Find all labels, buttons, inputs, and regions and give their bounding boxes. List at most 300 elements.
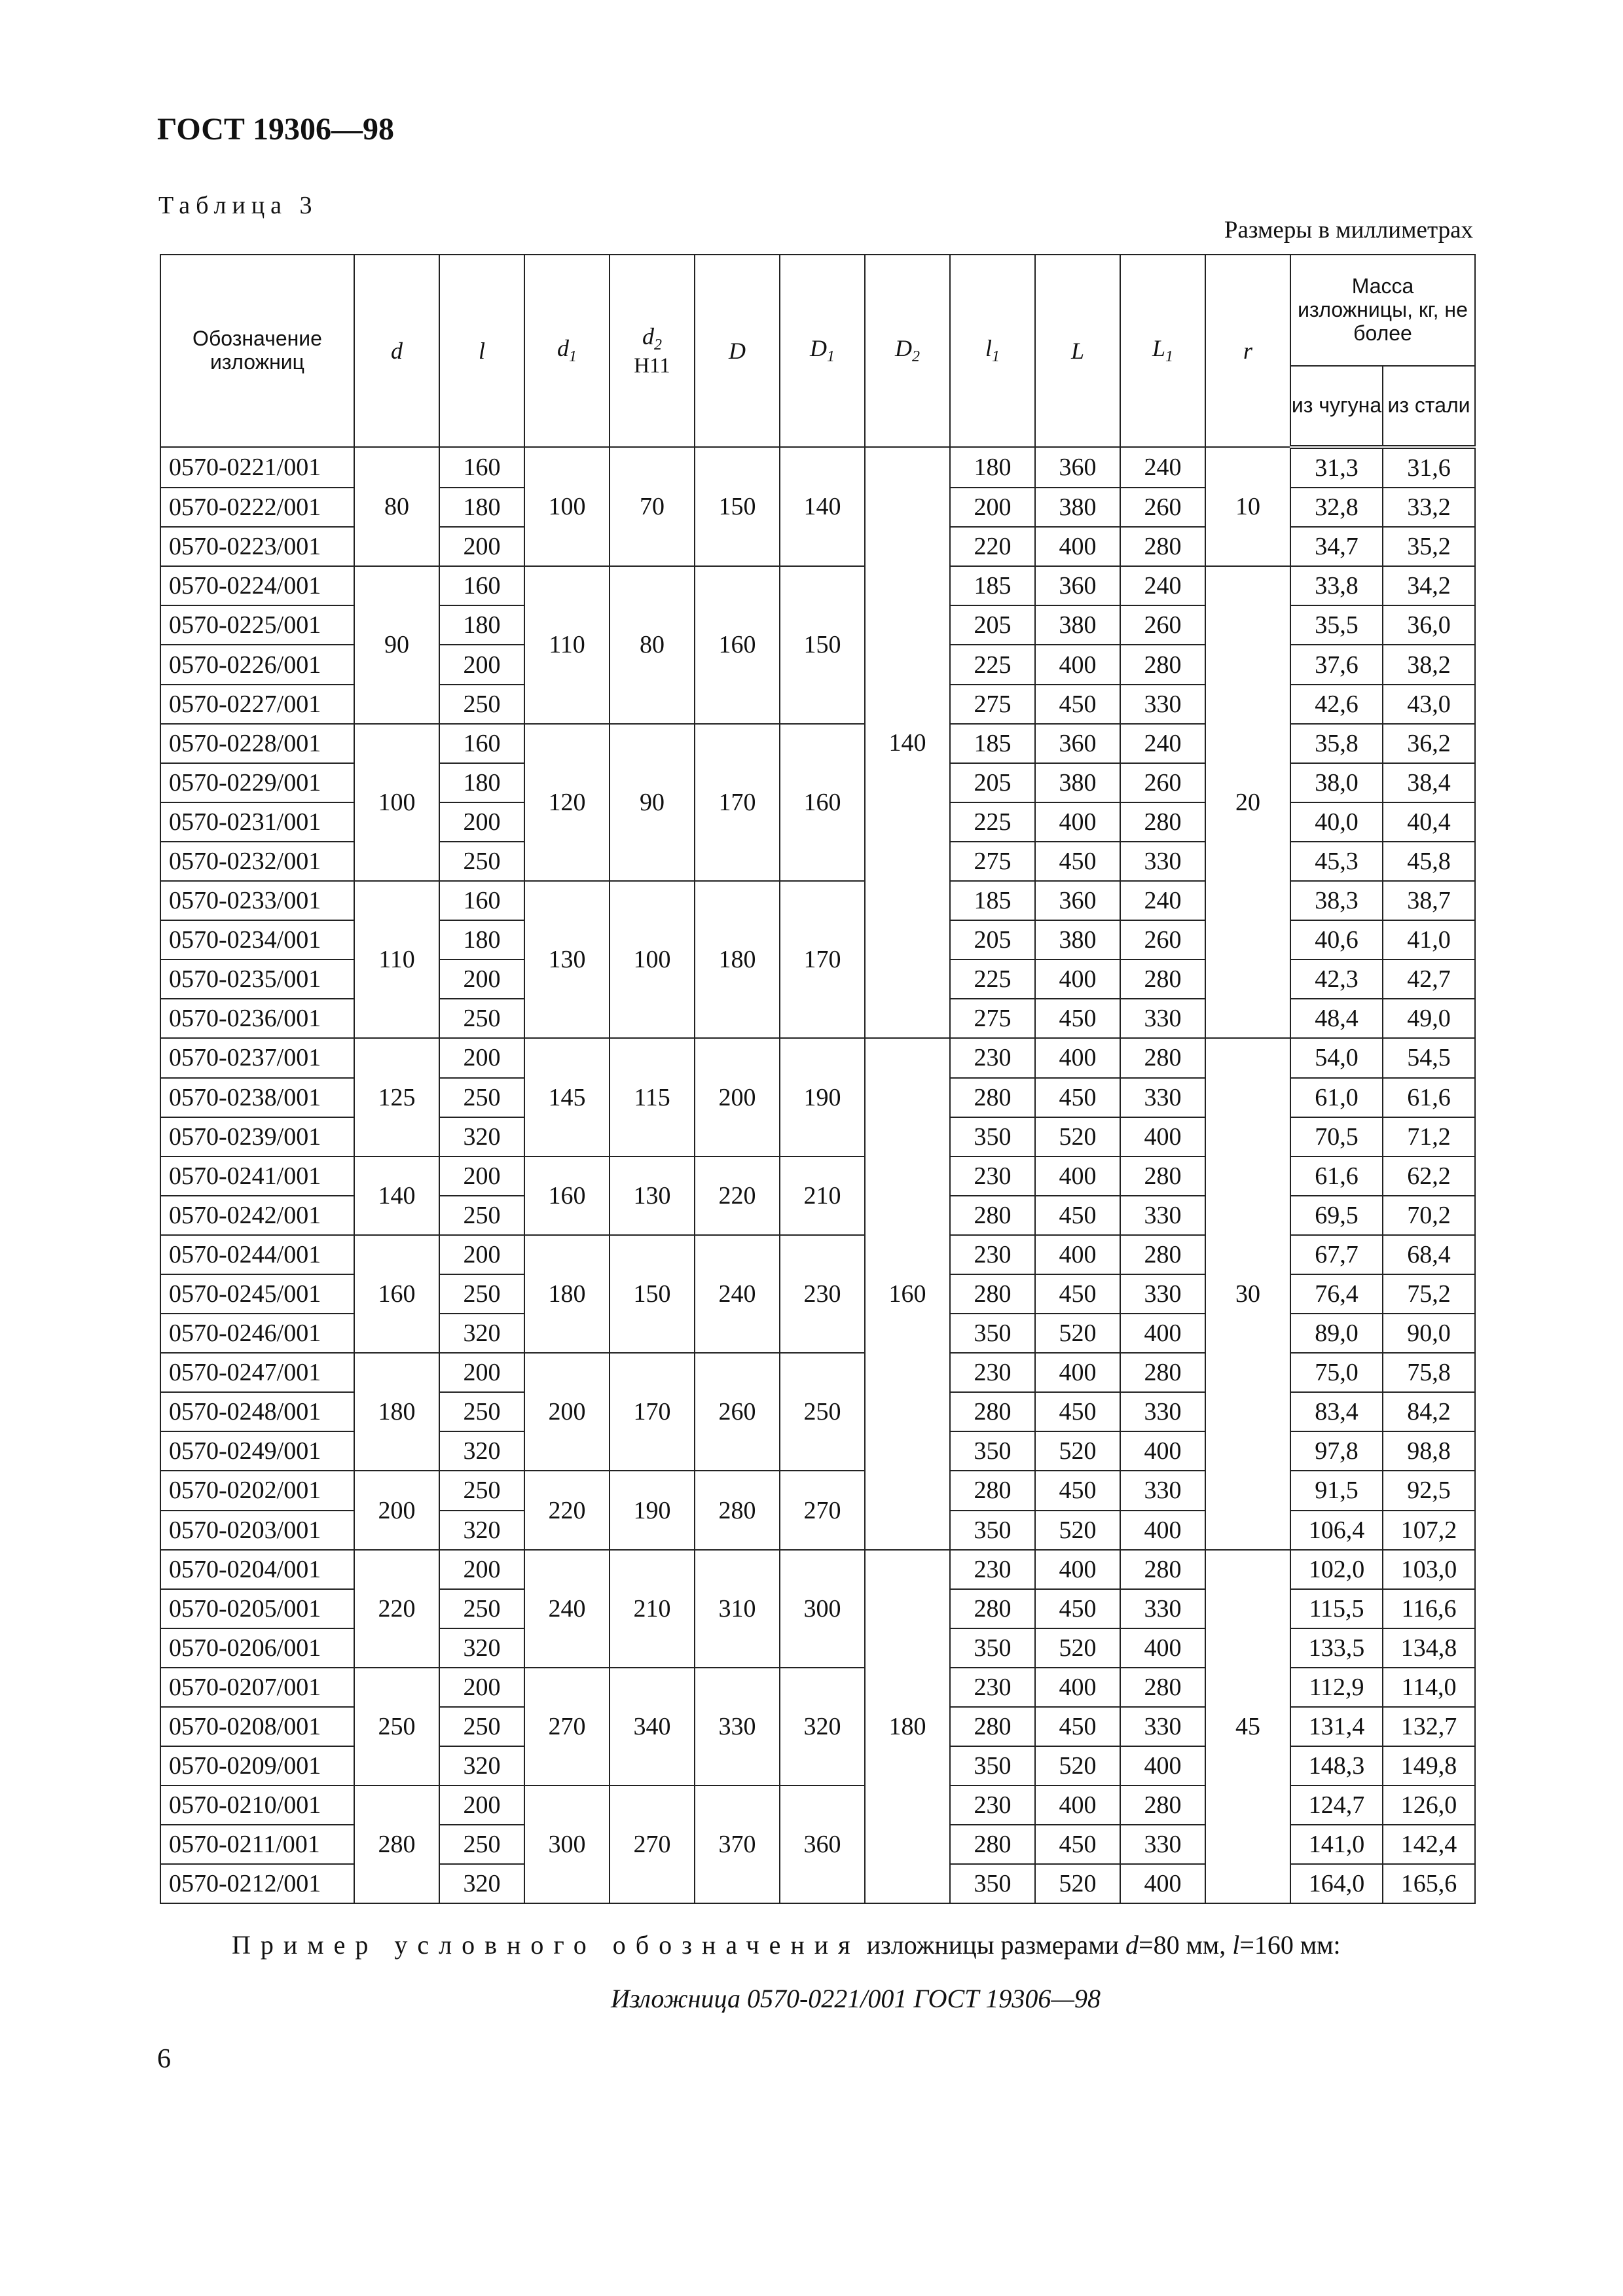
- l-cell: 250: [439, 842, 524, 881]
- l1-cell: 230: [950, 1668, 1035, 1707]
- L-cell: 400: [1035, 645, 1120, 684]
- l1-cell: 205: [950, 605, 1035, 645]
- l1-cell: 280: [950, 1196, 1035, 1235]
- mass-steel-cell: 149,8: [1383, 1746, 1475, 1785]
- l-cell: 180: [439, 488, 524, 527]
- l-cell: 200: [439, 802, 524, 842]
- L-cell: 450: [1035, 1392, 1120, 1431]
- L-cell: 520: [1035, 1314, 1120, 1353]
- table-row: [160, 566, 1475, 605]
- d1-cell: 110: [524, 566, 610, 723]
- mass-cast-iron-cell: 38,0: [1290, 763, 1383, 802]
- mass-steel-cell: 103,0: [1383, 1550, 1475, 1589]
- mass-cast-iron-cell: 34,7: [1290, 527, 1383, 566]
- header-mass-steel: из стали: [1383, 366, 1475, 447]
- d-cell: 160: [354, 1235, 439, 1353]
- D1-cell: 360: [780, 1785, 865, 1903]
- l1-cell: 280: [950, 1471, 1035, 1510]
- mass-cast-iron-cell: 89,0: [1290, 1314, 1383, 1353]
- L-cell: 360: [1035, 724, 1120, 763]
- L1-cell: 330: [1120, 1825, 1205, 1864]
- l1-cell: 275: [950, 685, 1035, 724]
- dimensions-table: [160, 254, 1476, 1904]
- designation-cell: 0570-0241/001: [160, 1157, 354, 1196]
- mass-cast-iron-cell: 124,7: [1290, 1785, 1383, 1825]
- d1-cell: 130: [524, 881, 610, 1038]
- l1-cell: 350: [950, 1117, 1035, 1157]
- L1-cell: 330: [1120, 685, 1205, 724]
- L1-cell: 330: [1120, 999, 1205, 1038]
- L1-cell: 330: [1120, 1078, 1205, 1117]
- units-note: Размеры в миллиметрах: [1224, 217, 1473, 243]
- designation-cell: 0570-0234/001: [160, 920, 354, 960]
- l-cell: 250: [439, 685, 524, 724]
- mass-steel-cell: 75,8: [1383, 1353, 1475, 1392]
- mass-steel-cell: 107,2: [1383, 1511, 1475, 1550]
- l-cell: 200: [439, 1785, 524, 1825]
- d1-cell: 270: [524, 1668, 610, 1785]
- l-cell: 160: [439, 566, 524, 605]
- l-cell: 250: [439, 1707, 524, 1746]
- designation-cell: 0570-0247/001: [160, 1353, 354, 1392]
- designation-cell: 0570-0212/001: [160, 1864, 354, 1903]
- mass-steel-cell: 98,8: [1383, 1431, 1475, 1471]
- designation-cell: 0570-0209/001: [160, 1746, 354, 1785]
- header-L1: $L_1$: [1120, 255, 1205, 447]
- L-cell: 360: [1035, 881, 1120, 920]
- mass-cast-iron-cell: 35,5: [1290, 605, 1383, 645]
- L-cell: 520: [1035, 1431, 1120, 1471]
- l-cell: 320: [439, 1628, 524, 1668]
- table-row: [160, 447, 1475, 488]
- mass-cast-iron-cell: 35,8: [1290, 724, 1383, 763]
- L-cell: 450: [1035, 1707, 1120, 1746]
- D1-cell: 190: [780, 1038, 865, 1156]
- designation-cell: 0570-0207/001: [160, 1668, 354, 1707]
- D1-cell: 270: [780, 1471, 865, 1549]
- d1-cell: 120: [524, 724, 610, 881]
- D1-cell: 230: [780, 1235, 865, 1353]
- l1-cell: 350: [950, 1431, 1035, 1471]
- d2-cell: 340: [610, 1668, 695, 1785]
- l-cell: 180: [439, 920, 524, 960]
- L-cell: 450: [1035, 1589, 1120, 1628]
- mass-steel-cell: 36,2: [1383, 724, 1475, 763]
- mass-cast-iron-cell: 33,8: [1290, 566, 1383, 605]
- mass-cast-iron-cell: 106,4: [1290, 1511, 1383, 1550]
- d-cell: 250: [354, 1668, 439, 1785]
- d1-cell: 180: [524, 1235, 610, 1353]
- designation-cell: 0570-0245/001: [160, 1274, 354, 1314]
- designation-cell: 0570-0249/001: [160, 1431, 354, 1471]
- header-l: l: [439, 255, 524, 447]
- l1-cell: 225: [950, 960, 1035, 999]
- l-cell: 250: [439, 1274, 524, 1314]
- L-cell: 450: [1035, 685, 1120, 724]
- L1-cell: 330: [1120, 842, 1205, 881]
- d-cell: 180: [354, 1353, 439, 1471]
- l-cell: 200: [439, 1550, 524, 1589]
- header-d2: $d_2$ H11: [610, 255, 695, 447]
- d-cell: 280: [354, 1785, 439, 1903]
- l1-cell: 185: [950, 566, 1035, 605]
- L1-cell: 330: [1120, 1392, 1205, 1431]
- l1-cell: 230: [950, 1157, 1035, 1196]
- D1-cell: 170: [780, 881, 865, 1038]
- D2-cell: 160: [865, 1038, 950, 1549]
- d-cell: 200: [354, 1471, 439, 1549]
- mass-steel-cell: 70,2: [1383, 1196, 1475, 1235]
- L-cell: 400: [1035, 1353, 1120, 1392]
- l-cell: 200: [439, 1157, 524, 1196]
- L1-cell: 240: [1120, 566, 1205, 605]
- L-cell: 450: [1035, 842, 1120, 881]
- L-cell: 400: [1035, 960, 1120, 999]
- D-cell: 170: [695, 724, 780, 881]
- d1-cell: 160: [524, 1157, 610, 1235]
- table-row: [160, 1550, 1475, 1589]
- designation-cell: 0570-0246/001: [160, 1314, 354, 1353]
- l1-cell: 220: [950, 527, 1035, 566]
- mass-cast-iron-cell: 76,4: [1290, 1274, 1383, 1314]
- l-cell: 180: [439, 763, 524, 802]
- L-cell: 380: [1035, 605, 1120, 645]
- d2-cell: 70: [610, 447, 695, 566]
- designation-cell: 0570-0206/001: [160, 1628, 354, 1668]
- L-cell: 520: [1035, 1117, 1120, 1157]
- table-row: [160, 1038, 1475, 1077]
- mass-steel-cell: 31,6: [1383, 447, 1475, 488]
- d2-cell: 210: [610, 1550, 695, 1668]
- l1-cell: 230: [950, 1353, 1035, 1392]
- mass-steel-cell: 42,7: [1383, 960, 1475, 999]
- designation-cell: 0570-0244/001: [160, 1235, 354, 1274]
- designation-cell: 0570-0248/001: [160, 1392, 354, 1431]
- header-D: D: [695, 255, 780, 447]
- l-cell: 250: [439, 1471, 524, 1510]
- d-cell: 220: [354, 1550, 439, 1668]
- mass-cast-iron-cell: 37,6: [1290, 645, 1383, 684]
- designation-cell: 0570-0227/001: [160, 685, 354, 724]
- L1-cell: 280: [1120, 1038, 1205, 1077]
- mass-cast-iron-cell: 70,5: [1290, 1117, 1383, 1157]
- L1-cell: 240: [1120, 724, 1205, 763]
- r-cell: 30: [1205, 1038, 1290, 1549]
- L1-cell: 280: [1120, 1550, 1205, 1589]
- L1-cell: 400: [1120, 1628, 1205, 1668]
- mass-steel-cell: 71,2: [1383, 1117, 1475, 1157]
- l-cell: 320: [439, 1117, 524, 1157]
- designation-cell: 0570-0229/001: [160, 763, 354, 802]
- L-cell: 520: [1035, 1746, 1120, 1785]
- L1-cell: 330: [1120, 1471, 1205, 1510]
- table-label: Таблица 3: [158, 192, 318, 219]
- l-cell: 200: [439, 1668, 524, 1707]
- d-cell: 140: [354, 1157, 439, 1235]
- mass-cast-iron-cell: 54,0: [1290, 1038, 1383, 1077]
- d-cell: 110: [354, 881, 439, 1038]
- mass-cast-iron-cell: 32,8: [1290, 488, 1383, 527]
- D1-cell: 160: [780, 724, 865, 881]
- designation-cell: 0570-0242/001: [160, 1196, 354, 1235]
- l1-cell: 230: [950, 1235, 1035, 1274]
- l1-cell: 180: [950, 447, 1035, 488]
- l-cell: 320: [439, 1511, 524, 1550]
- d2-cell: 270: [610, 1785, 695, 1903]
- d2-cell: 80: [610, 566, 695, 723]
- L-cell: 450: [1035, 1471, 1120, 1510]
- d2-cell: 100: [610, 881, 695, 1038]
- L-cell: 400: [1035, 1157, 1120, 1196]
- l1-cell: 350: [950, 1511, 1035, 1550]
- L-cell: 400: [1035, 527, 1120, 566]
- designation-cell: 0570-0226/001: [160, 645, 354, 684]
- d1-cell: 220: [524, 1471, 610, 1549]
- mass-cast-iron-cell: 42,3: [1290, 960, 1383, 999]
- mass-cast-iron-cell: 40,6: [1290, 920, 1383, 960]
- L1-cell: 330: [1120, 1196, 1205, 1235]
- L1-cell: 400: [1120, 1746, 1205, 1785]
- L-cell: 520: [1035, 1511, 1120, 1550]
- L1-cell: 280: [1120, 802, 1205, 842]
- L-cell: 450: [1035, 1078, 1120, 1117]
- l-cell: 250: [439, 1392, 524, 1431]
- l-cell: 250: [439, 1825, 524, 1864]
- mass-steel-cell: 45,8: [1383, 842, 1475, 881]
- D2-cell: 180: [865, 1550, 950, 1904]
- L1-cell: 330: [1120, 1707, 1205, 1746]
- mass-steel-cell: 114,0: [1383, 1668, 1475, 1707]
- designation-cell: 0570-0231/001: [160, 802, 354, 842]
- l-cell: 160: [439, 881, 524, 920]
- designation-cell: 0570-0235/001: [160, 960, 354, 999]
- r-cell: 10: [1205, 447, 1290, 566]
- mass-cast-iron-cell: 42,6: [1290, 685, 1383, 724]
- L-cell: 450: [1035, 999, 1120, 1038]
- l-cell: 200: [439, 1038, 524, 1077]
- L1-cell: 400: [1120, 1117, 1205, 1157]
- l-cell: 250: [439, 1078, 524, 1117]
- l-cell: 200: [439, 1353, 524, 1392]
- L1-cell: 280: [1120, 1668, 1205, 1707]
- header-d1: $d_1$: [524, 255, 610, 447]
- designation-cell: 0570-0202/001: [160, 1471, 354, 1510]
- mass-steel-cell: 54,5: [1383, 1038, 1475, 1077]
- D1-cell: 140: [780, 447, 865, 566]
- mass-steel-cell: 75,2: [1383, 1274, 1475, 1314]
- designation-cell: 0570-0211/001: [160, 1825, 354, 1864]
- l-cell: 320: [439, 1746, 524, 1785]
- d1-cell: 240: [524, 1550, 610, 1668]
- d1-cell: 200: [524, 1353, 610, 1471]
- L1-cell: 260: [1120, 763, 1205, 802]
- mass-cast-iron-cell: 133,5: [1290, 1628, 1383, 1668]
- mass-cast-iron-cell: 102,0: [1290, 1550, 1383, 1589]
- designation-cell: 0570-0205/001: [160, 1589, 354, 1628]
- designation-cell: 0570-0222/001: [160, 488, 354, 527]
- D1-cell: 300: [780, 1550, 865, 1668]
- designation-example-note: Пример условного обозначения изложницы размерами d=80 мм, l=160 мм:: [232, 1930, 1341, 1960]
- l-cell: 160: [439, 447, 524, 488]
- l1-cell: 350: [950, 1314, 1035, 1353]
- mass-steel-cell: 35,2: [1383, 527, 1475, 566]
- mass-steel-cell: 33,2: [1383, 488, 1475, 527]
- D-cell: 280: [695, 1471, 780, 1549]
- designation-cell: 0570-0203/001: [160, 1511, 354, 1550]
- L-cell: 400: [1035, 802, 1120, 842]
- L-cell: 400: [1035, 1785, 1120, 1825]
- l-cell: 200: [439, 527, 524, 566]
- L1-cell: 400: [1120, 1511, 1205, 1550]
- mass-cast-iron-cell: 45,3: [1290, 842, 1383, 881]
- D1-cell: 210: [780, 1157, 865, 1235]
- mass-cast-iron-cell: 67,7: [1290, 1235, 1383, 1274]
- d-cell: 90: [354, 566, 439, 723]
- designation-cell: 0570-0224/001: [160, 566, 354, 605]
- designation-cell: 0570-0210/001: [160, 1785, 354, 1825]
- mass-cast-iron-cell: 40,0: [1290, 802, 1383, 842]
- L1-cell: 280: [1120, 645, 1205, 684]
- header-r: r: [1205, 255, 1290, 447]
- designation-cell: 0570-0225/001: [160, 605, 354, 645]
- D-cell: 310: [695, 1550, 780, 1668]
- designation-cell: 0570-0223/001: [160, 527, 354, 566]
- designation-cell: 0570-0233/001: [160, 881, 354, 920]
- mass-cast-iron-cell: 38,3: [1290, 881, 1383, 920]
- D1-cell: 150: [780, 566, 865, 723]
- mass-steel-cell: 132,7: [1383, 1707, 1475, 1746]
- mass-steel-cell: 116,6: [1383, 1589, 1475, 1628]
- l1-cell: 275: [950, 842, 1035, 881]
- L1-cell: 240: [1120, 881, 1205, 920]
- l-cell: 250: [439, 1589, 524, 1628]
- d-cell: 100: [354, 724, 439, 881]
- l1-cell: 230: [950, 1038, 1035, 1077]
- mass-steel-cell: 165,6: [1383, 1864, 1475, 1903]
- mass-steel-cell: 68,4: [1383, 1235, 1475, 1274]
- l1-cell: 225: [950, 645, 1035, 684]
- mass-cast-iron-cell: 61,0: [1290, 1078, 1383, 1117]
- d2-cell: 170: [610, 1353, 695, 1471]
- l1-cell: 200: [950, 488, 1035, 527]
- mass-steel-cell: 38,7: [1383, 881, 1475, 920]
- L-cell: 380: [1035, 488, 1120, 527]
- mass-steel-cell: 90,0: [1383, 1314, 1475, 1353]
- mass-cast-iron-cell: 61,6: [1290, 1157, 1383, 1196]
- L1-cell: 280: [1120, 960, 1205, 999]
- L1-cell: 260: [1120, 920, 1205, 960]
- designation-cell: 0570-0232/001: [160, 842, 354, 881]
- mass-steel-cell: 92,5: [1383, 1471, 1475, 1510]
- D-cell: 370: [695, 1785, 780, 1903]
- l-cell: 250: [439, 999, 524, 1038]
- d-cell: 125: [354, 1038, 439, 1156]
- header-L: L: [1035, 255, 1120, 447]
- l1-cell: 350: [950, 1746, 1035, 1785]
- L-cell: 400: [1035, 1235, 1120, 1274]
- L1-cell: 280: [1120, 1353, 1205, 1392]
- mass-steel-cell: 43,0: [1383, 685, 1475, 724]
- header-mass: Масса изложницы, кг, не более: [1290, 255, 1475, 366]
- D-cell: 260: [695, 1353, 780, 1471]
- l1-cell: 230: [950, 1785, 1035, 1825]
- L-cell: 400: [1035, 1038, 1120, 1077]
- document-header: ГОСТ 19306—98: [157, 112, 394, 147]
- d1-cell: 300: [524, 1785, 610, 1903]
- D-cell: 220: [695, 1157, 780, 1235]
- l-cell: 200: [439, 960, 524, 999]
- mass-steel-cell: 36,0: [1383, 605, 1475, 645]
- L1-cell: 400: [1120, 1314, 1205, 1353]
- l-cell: 320: [439, 1431, 524, 1471]
- designation-cell: 0570-0238/001: [160, 1078, 354, 1117]
- L-cell: 360: [1035, 566, 1120, 605]
- mass-steel-cell: 84,2: [1383, 1392, 1475, 1431]
- l1-cell: 280: [950, 1707, 1035, 1746]
- mass-cast-iron-cell: 75,0: [1290, 1353, 1383, 1392]
- r-cell: 20: [1205, 566, 1290, 1038]
- d1-cell: 100: [524, 447, 610, 566]
- mass-steel-cell: 142,4: [1383, 1825, 1475, 1864]
- designation-cell: 0570-0221/001: [160, 447, 354, 488]
- l1-cell: 205: [950, 920, 1035, 960]
- L-cell: 450: [1035, 1274, 1120, 1314]
- l1-cell: 205: [950, 763, 1035, 802]
- mass-cast-iron-cell: 91,5: [1290, 1471, 1383, 1510]
- l-cell: 320: [439, 1864, 524, 1903]
- designation-cell: 0570-0239/001: [160, 1117, 354, 1157]
- designation-example: Изложница 0570-0221/001 ГОСТ 19306—98: [610, 1984, 1101, 2013]
- l-cell: 160: [439, 724, 524, 763]
- L-cell: 450: [1035, 1196, 1120, 1235]
- r-cell: 45: [1205, 1550, 1290, 1904]
- header-D1: $D_1$: [780, 255, 865, 447]
- l-cell: 180: [439, 605, 524, 645]
- L-cell: 400: [1035, 1668, 1120, 1707]
- designation-cell: 0570-0237/001: [160, 1038, 354, 1077]
- example-lead: Пример условного обозначения: [232, 1930, 860, 1960]
- mass-steel-cell: 134,8: [1383, 1628, 1475, 1668]
- l1-cell: 280: [950, 1392, 1035, 1431]
- designation-cell: 0570-0236/001: [160, 999, 354, 1038]
- D-cell: 150: [695, 447, 780, 566]
- l-cell: 250: [439, 1196, 524, 1235]
- d2-cell: 190: [610, 1471, 695, 1549]
- mass-cast-iron-cell: 69,5: [1290, 1196, 1383, 1235]
- L1-cell: 280: [1120, 1785, 1205, 1825]
- mass-steel-cell: 34,2: [1383, 566, 1475, 605]
- L1-cell: 280: [1120, 527, 1205, 566]
- header-l1: $l_1$: [950, 255, 1035, 447]
- mass-steel-cell: 62,2: [1383, 1157, 1475, 1196]
- l1-cell: 350: [950, 1628, 1035, 1668]
- header-mass-cast-iron: из чугуна: [1290, 366, 1383, 447]
- mass-steel-cell: 38,2: [1383, 645, 1475, 684]
- mass-steel-cell: 41,0: [1383, 920, 1475, 960]
- designation-cell: 0570-0208/001: [160, 1707, 354, 1746]
- l1-cell: 280: [950, 1274, 1035, 1314]
- l1-cell: 280: [950, 1825, 1035, 1864]
- d2-cell: 130: [610, 1157, 695, 1235]
- mass-cast-iron-cell: 115,5: [1290, 1589, 1383, 1628]
- l1-cell: 280: [950, 1078, 1035, 1117]
- D1-cell: 250: [780, 1353, 865, 1471]
- header-D2: $D_2$: [865, 255, 950, 447]
- L-cell: 380: [1035, 920, 1120, 960]
- L1-cell: 400: [1120, 1431, 1205, 1471]
- mass-cast-iron-cell: 164,0: [1290, 1864, 1383, 1903]
- L1-cell: 240: [1120, 447, 1205, 488]
